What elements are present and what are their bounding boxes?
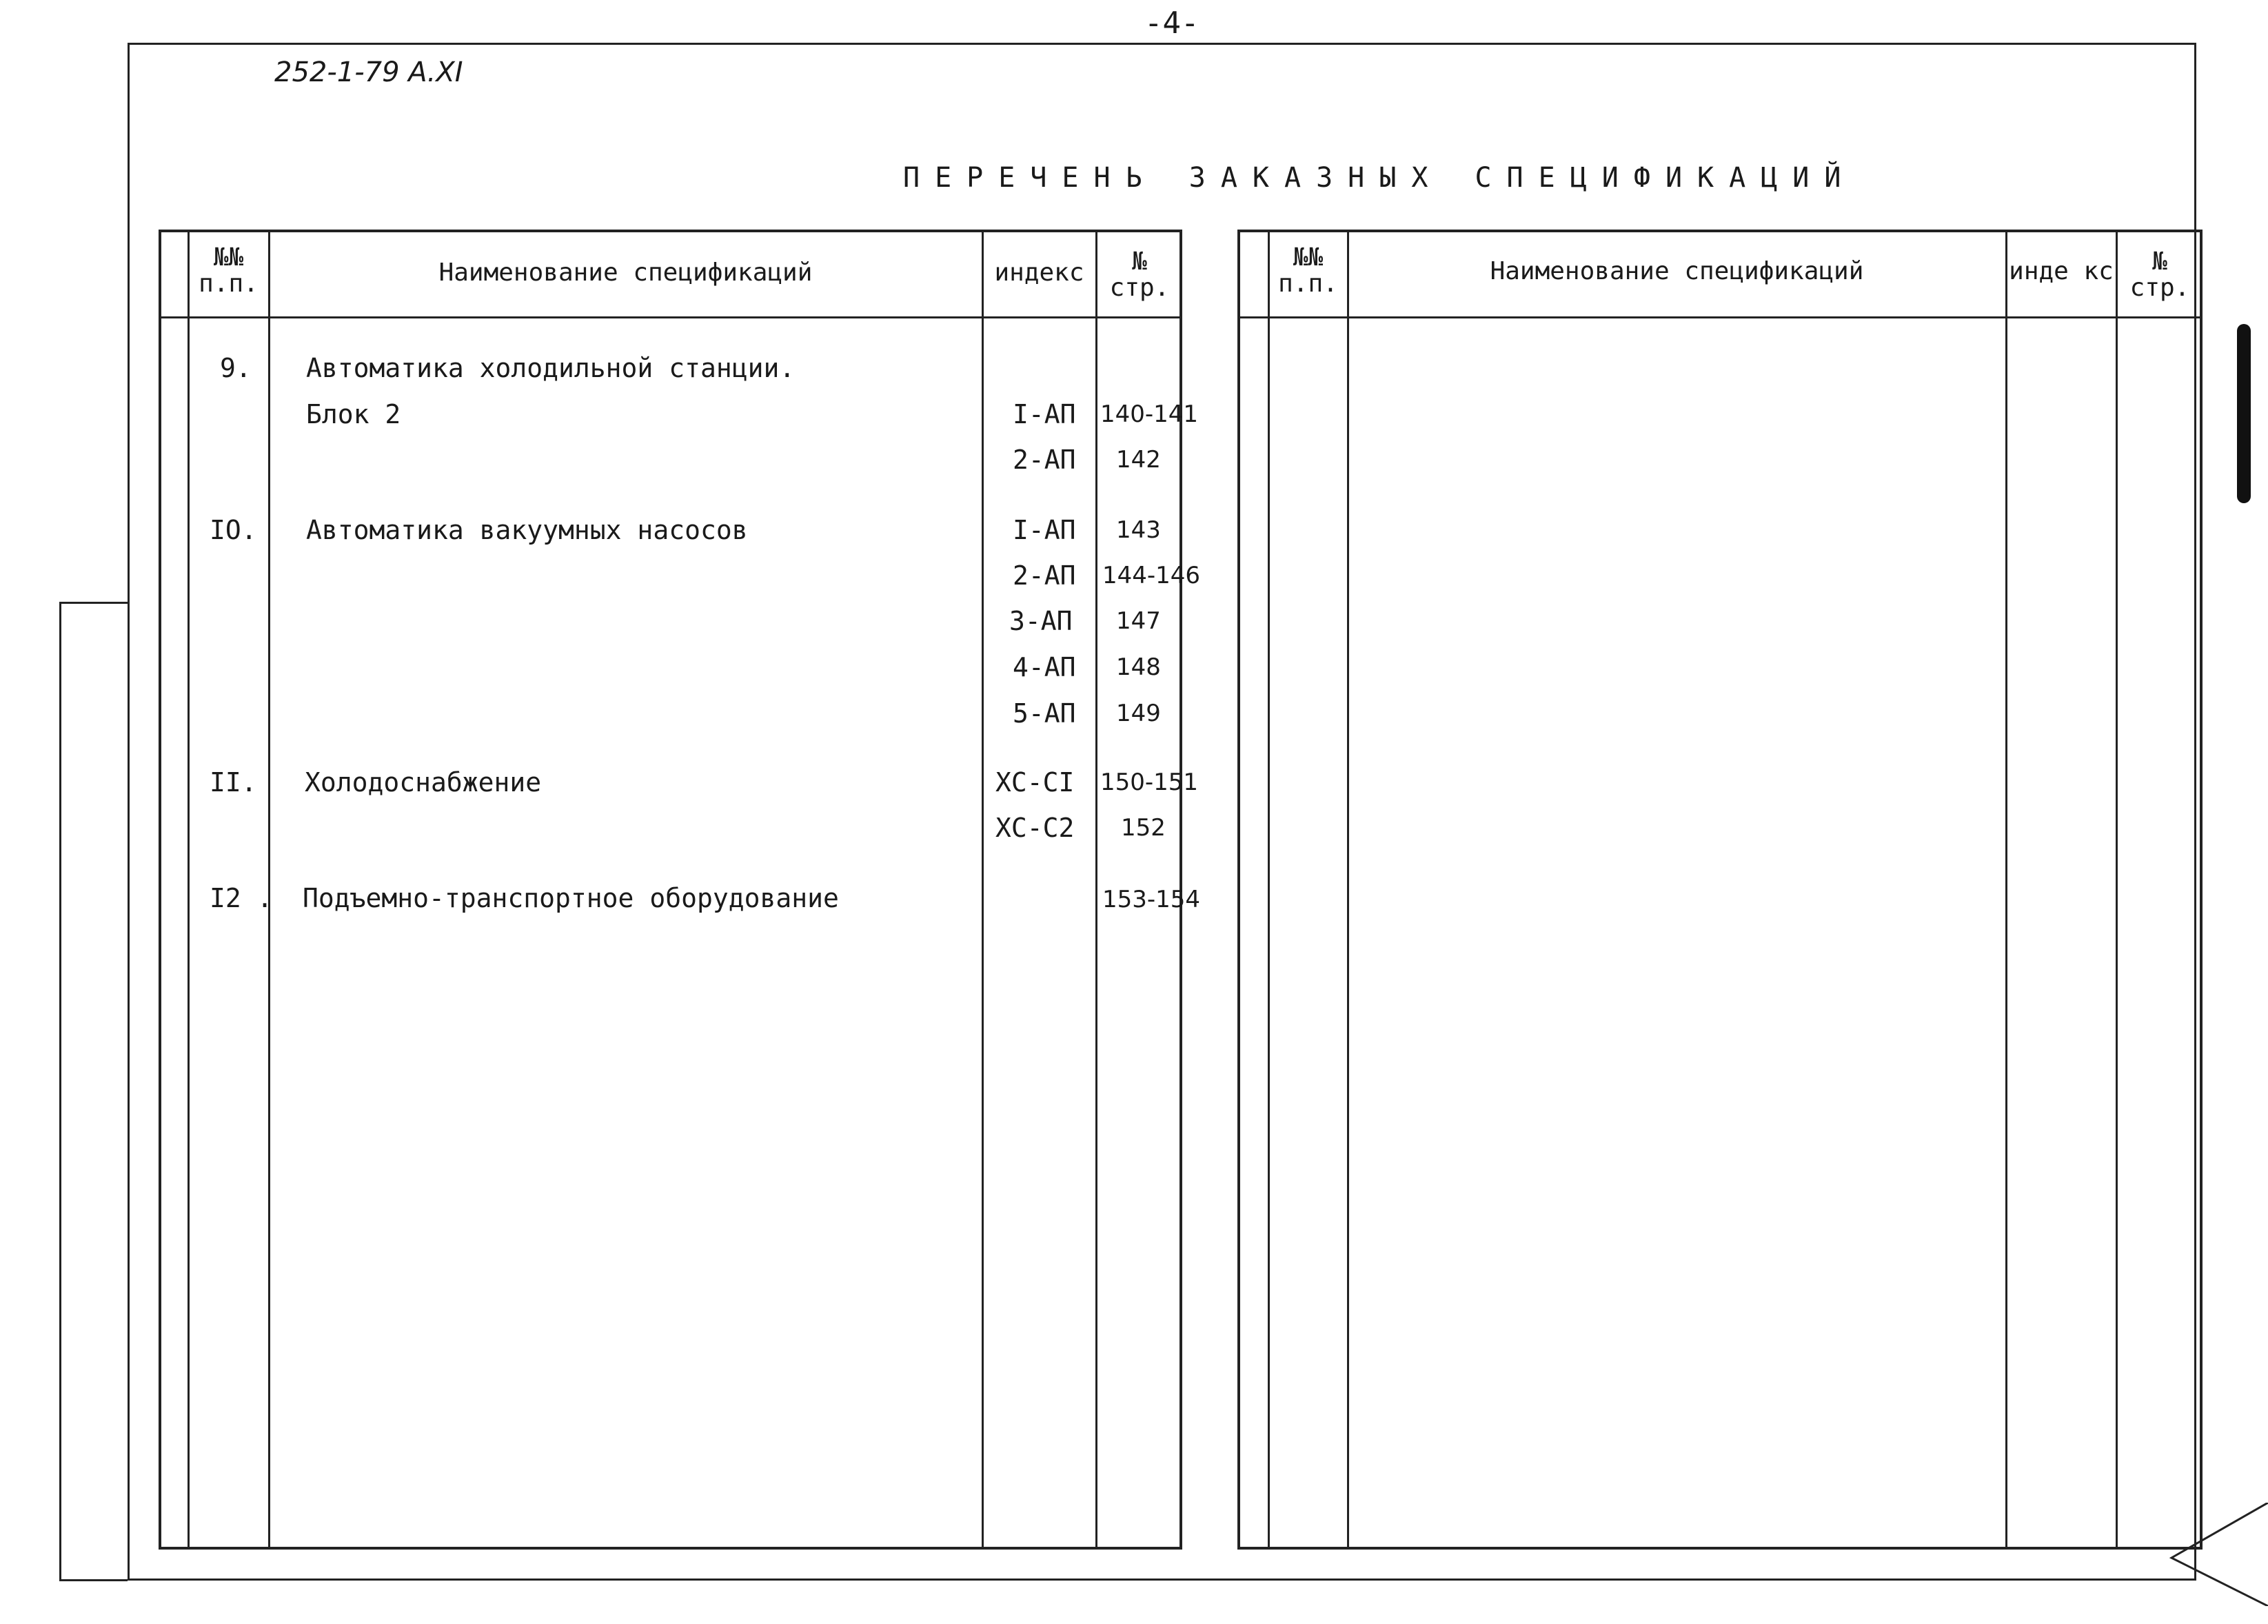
row-10-index-5: 5-АП (1013, 698, 1076, 729)
header-num-right: №№ п.п. (1278, 243, 1338, 298)
row-11-num: II. (210, 767, 257, 798)
row-10-name: Автоматика вакуумных насосов (306, 515, 748, 545)
row-12-num: I2 . (210, 883, 273, 913)
row-9-page-1: 140-141 (1100, 400, 1199, 428)
row-12-name: Подъемно-транспортное оборудование (303, 883, 839, 913)
row-10-index-4: 4-АП (1013, 652, 1076, 682)
row-9-page-2: 142 (1116, 446, 1161, 474)
page-number: -4- (1144, 6, 1199, 41)
row-12-page: 153-154 (1102, 886, 1201, 913)
row-9-index-2: 2-АП (1013, 445, 1076, 475)
header-index-right: инде кс (2009, 257, 2114, 285)
header-page: № стр. (1109, 247, 1170, 302)
row-11-page-1: 150-151 (1100, 769, 1199, 796)
row-9-index-1: I-АП (1013, 399, 1076, 429)
page-title: ПЕРЕЧЕНЬ ЗАКАЗНЫХ СПЕЦИФИКАЦИЙ (903, 162, 1856, 194)
row-10-index-2: 2-АП (1013, 560, 1076, 591)
row-9-num: 9. (220, 353, 252, 383)
row-10-page-3: 147 (1116, 607, 1161, 635)
row-9-name: Автоматика холодильной станции. (306, 353, 796, 383)
row-10-page-4: 148 (1116, 653, 1161, 681)
row-11-page-2: 152 (1121, 814, 1166, 842)
row-9-block: Блок 2 (306, 399, 401, 429)
row-11-index-1: ХС-СI (995, 767, 1075, 798)
row-10-page-5: 149 (1116, 700, 1161, 727)
row-10-page-2: 144-146 (1102, 562, 1201, 589)
scan-edge-mark (2237, 324, 2251, 503)
row-10-index-1: I-АП (1013, 515, 1076, 545)
header-num: №№ п.п. (199, 243, 259, 298)
row-10-index-3: 3-АП (1009, 606, 1073, 636)
row-10-num: IO. (210, 515, 257, 545)
header-page-right: № стр. (2129, 247, 2190, 302)
row-10-page-1: 143 (1116, 516, 1161, 544)
spec-table-left (159, 230, 1201, 1550)
header-name-right: Наименование спецификаций (1490, 257, 1864, 285)
row-11-name: Холодоснабжение (305, 767, 542, 798)
header-index: индекс (994, 258, 1084, 287)
binding-margin-box (59, 602, 128, 1581)
row-11-index-2: ХС-С2 (995, 813, 1075, 843)
document-code: 252-1-79 А.XI (274, 57, 463, 88)
spec-table-right (1237, 230, 2203, 1550)
header-name: Наименование спецификаций (438, 258, 813, 287)
